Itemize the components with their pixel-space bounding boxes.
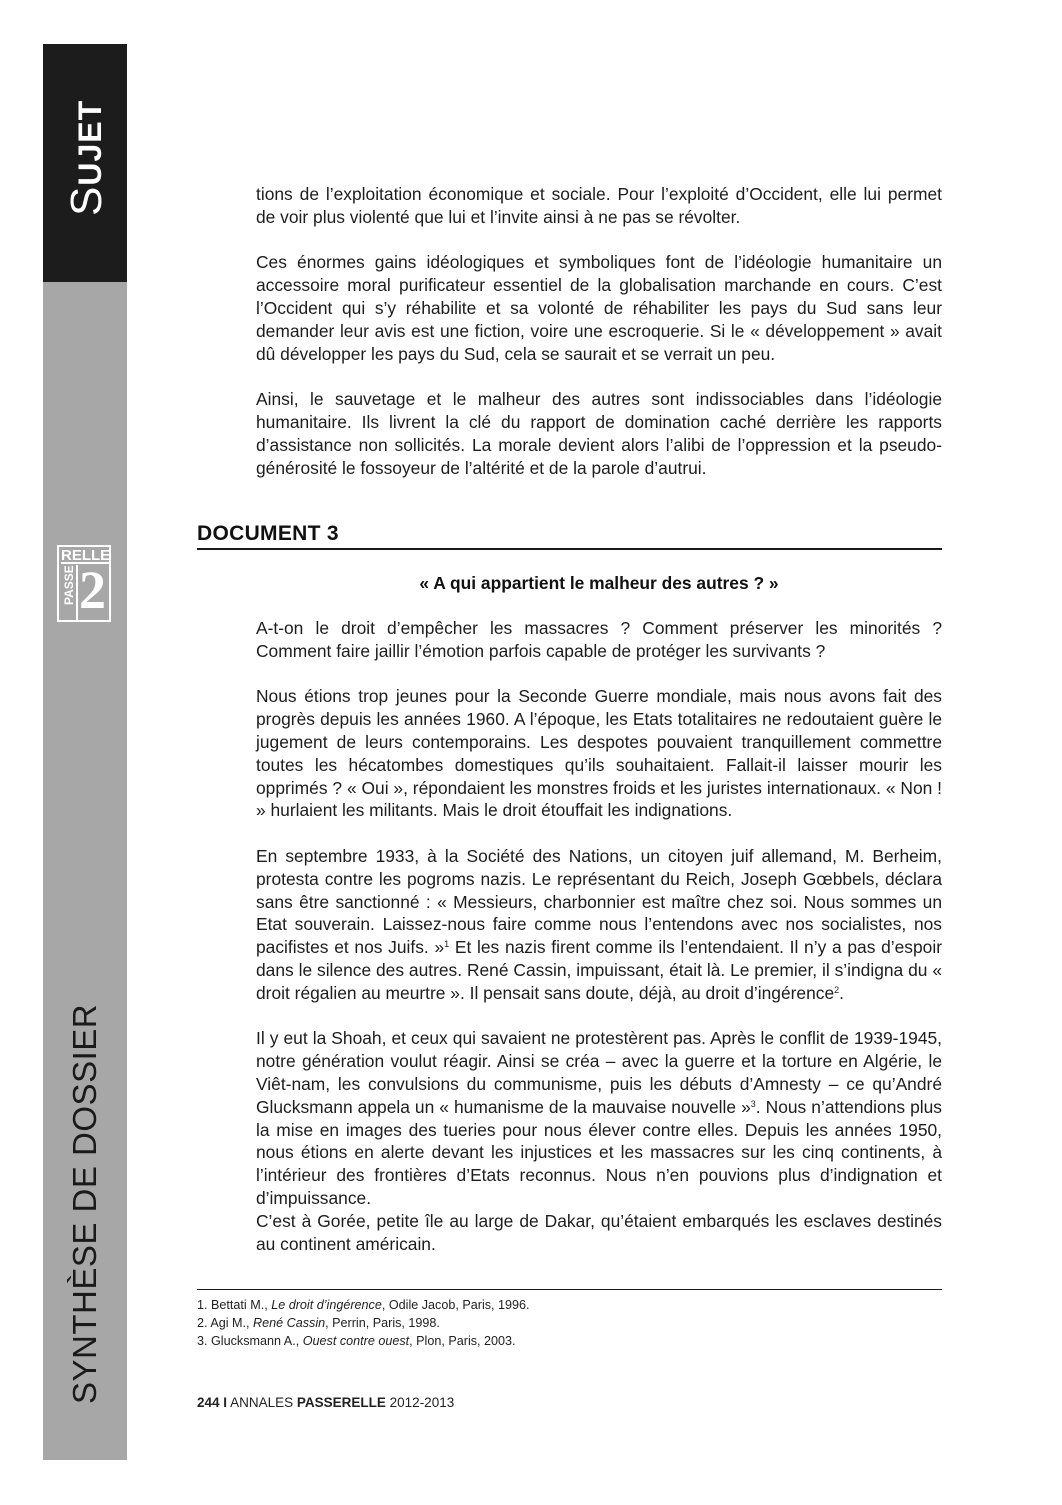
paragraph: tions de l’exploitation économique et sociale. Pour l’exploité d’Occident, elle lui permet de voir plus violenté que lui et l’invite ainsi à ne pas se révolter. (256, 184, 942, 227)
paragraph: A-t-on le droit d’empêcher les massacres ? Comment préserver les minorités ? Comment faire jaillir l’émotion parfois capable de protéger les survivants ? (256, 618, 942, 661)
paragraph: C’est à Gorée, petite île au large de Dakar, qu’étaient embarqués les esclaves destinés au continent américain. (256, 1210, 942, 1254)
footnotes (197, 1296, 942, 1351)
document-text (256, 617, 942, 1255)
footnote: 1. Bettati M., Le droit d’ingérence, Odile Jacob, Paris, 1996. (197, 1298, 530, 1312)
paragraph: Nous étions trop jeunes pour la Seconde Guerre mondiale, mais nous avons fait des progrès depuis les années 1960. A l’époque, les Etats totalitaires ne redoutaient guère le jugement de leurs contemporains. Les despotes pouvaient tranquillement commettre toutes les hécatombes domestiques qu’ils souhaitaient. Fallait-il laisser mourir les opprimés ? « Oui », répondaient les monstres froids et les juristes internationaux. « Non ! » hurlaient les militants. Mais le droit étouffait les indignations. (256, 686, 942, 821)
footnote: 3. Glucksmann A., Ouest contre ouest, Plon, Paris, 2003. (197, 1334, 516, 1349)
paragraph: Il y eut la Shoah, et ceux qui savaient ne protestèrent pas. Après le conflit de 1939-1945, notre génération voulut réagir. Ainsi se créa – avec la guerre et la torture en Algérie, le Viêt-nam, les convulsions du communisme, puis les débuts d’Amnesty – ce qu’André Glucksmann appela un « humanisme de la mauvaise nouvelle »$^3$. Nous n’attendions plus la mise en images des tueries pour nous élever contre elles. Depuis les années 1950, nous étions en alerte devant les injustices et les massacres sur les cinq continents, à l’intérieur des frontières d’Etats reconnus. Nous n’en pouvions plus d’indignation et d’impuissance. (256, 1028, 942, 1208)
document-title: « A qui appartient le malheur des autres ? » (419, 573, 779, 593)
page-number: 244 (197, 1395, 220, 1410)
document-heading: DOCUMENT 3 (197, 522, 942, 550)
paragraph: Ainsi, le sauvetage et le malheur des autres sont indissociables dans l’idéologie humanitaire. Ils livrent la clé du rapport de domination caché derrière les rapports d’assistance non sollicités. La morale devient alors l’alibi de l’oppression et la pseudo-générosité le fossoyeur de l’altérité et de la parole d’autrui. (256, 389, 942, 478)
page-footer: 244 I ANNALES PASSERELLE 2012-2013 (197, 1395, 455, 1410)
footnote-divider (197, 1289, 942, 1290)
publication-name: PASSERELLE (296, 1395, 386, 1410)
footnote-ref: 2 (834, 984, 840, 995)
footnote: 2. Agi M., René Cassin, Perrin, Paris, 1998. (197, 1316, 440, 1331)
footnote-ref: 1 (444, 939, 450, 950)
section-label: SUJET (62, 99, 111, 216)
footnote-ref: 3 (750, 1098, 756, 1109)
paragraph: Ces énormes gains idéologiques et symboliques font de l’idéologie humanitaire un accessoire moral purificateur essentiel de la globalisation marchande en cours. C’est l’Occident qui s’y réhabilite et sa volonté de réhabiliter les pays du Sud sans leur demander leur avis est une fiction, voire une escroquerie. Si le « développement » avait dû développer les pays du Sud, cela se saurait et se verrait un peu. (256, 252, 942, 364)
vertical-title: SYNTHÈSE DE DOSSIER (66, 1003, 103, 1404)
paragraph: En septembre 1933, à la Société des Nations, un citoyen juif allemand, M. Berheim, protesta contre les pogroms nazis. Le représentant du Reich, Joseph Gœbbels, déclara sans être sanctionné : « Messieurs, charbonnier est maître chez soi. Nous sommes un Etat souverain. Laissez-nous faire comme nous l’entendons avec nos socialistes, nos pacifistes et nos Juifs. »$^1$ Et les nazis firent comme ils l’entendaient. Il n’y a pas d’espoir dans le silence des autres. René Cassin, impuissant, était là. Le premier, il s’indigna du « droit régalien au meurtre ». Il pensait sans doute, déjà, au droit d’ingérence$^2$. (256, 845, 943, 1003)
intro-text (256, 183, 942, 479)
passerelle-logo: RELLE PASSE 2 (57, 545, 111, 622)
